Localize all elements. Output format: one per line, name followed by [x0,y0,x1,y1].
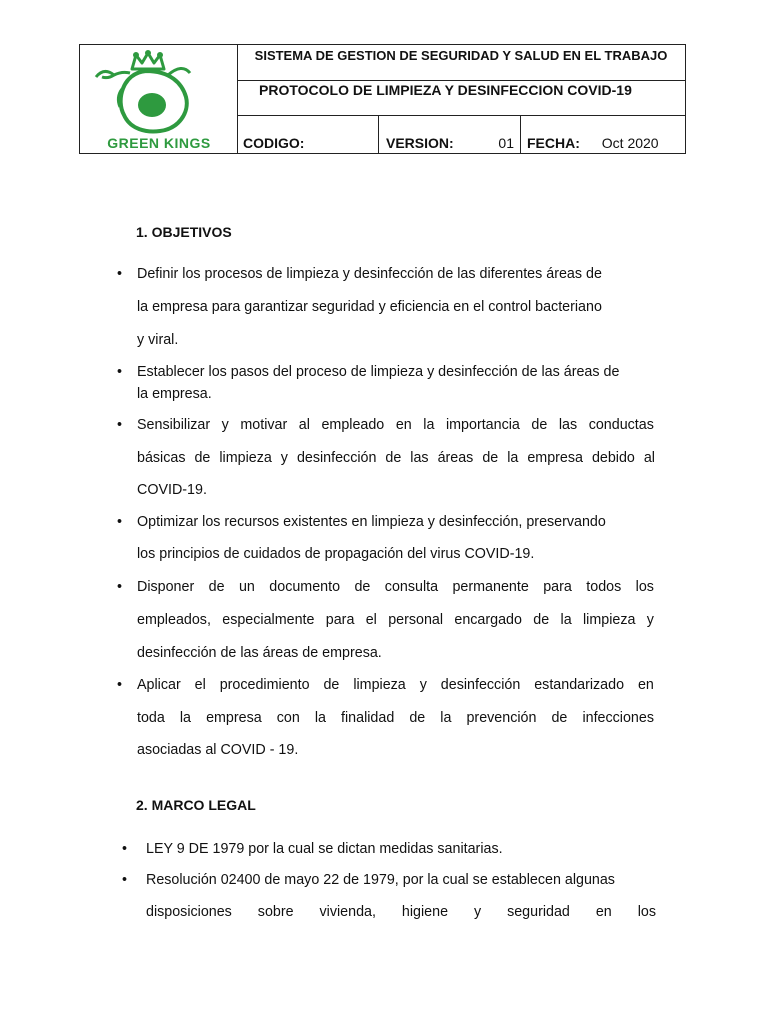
marco-legal-item-1-line: LEY 9 DE 1979 por la cual se dictan medidas sanitarias. [146,841,503,857]
version-cell [379,116,521,153]
objetivo-item-5-line: empleados, especialmente para el personal encargado de la limpieza y [137,612,654,628]
version-label: VERSION: [386,135,454,151]
bullet-icon: • [117,677,123,693]
objetivo-item-6-line: toda la empresa con la finalidad de la prevención de infecciones [137,710,654,726]
objetivo-item-2-line: Establecer los pasos del proceso de limpieza y desinfección de las áreas de [137,364,620,380]
bullet-icon: • [122,841,128,857]
fecha-value: Oct 2020 [601,135,659,151]
green-kings-logo [86,49,231,135]
bullet-icon: • [117,514,123,530]
logo-cell [80,45,238,153]
objetivo-item-3-line: básicas de limpieza y desinfección de las áreas de la empresa debido al [137,450,655,466]
section-objetivos-title: 1. OBJETIVOS [136,224,232,240]
objetivo-item-5-line: desinfección de las áreas de empresa. [137,645,382,661]
fecha-cell [521,116,685,153]
codigo-label: CODIGO: [237,116,379,153]
bullet-icon: • [117,579,123,595]
objetivo-item-3-line: COVID-19. [137,482,207,498]
system-title: SISTEMA DE GESTION DE SEGURIDAD Y SALUD EN EL TRABAJO [237,45,685,81]
version-value: 01 [498,135,514,151]
objetivo-item-6-line: Aplicar el procedimiento de limpieza y desinfección estandarizado en [137,677,654,693]
objetivo-item-6-line: asociadas al COVID - 19. [137,742,299,758]
objetivo-item-2-line: la empresa. [137,386,212,402]
bullet-icon: • [117,417,123,433]
objetivo-item-5-line: Disponer de un documento de consulta permanente para todos los [137,579,654,595]
section-marco-legal-title: 2. MARCO LEGAL [136,797,256,813]
objetivo-item-1-line: Definir los procesos de limpieza y desinfección de las diferentes áreas de [137,266,602,282]
objetivo-item-3-line: Sensibilizar y motivar al empleado en la importancia de las conductas [137,417,654,433]
protocol-title: PROTOCOLO DE LIMPIEZA Y DESINFECCION COVID-19 [259,82,632,98]
fecha-label: FECHA: [527,135,580,151]
header-meta-row [237,115,685,153]
bullet-icon: • [122,872,128,888]
objetivo-item-1-line: la empresa para garantizar seguridad y eficiencia en el control bacteriano [137,299,602,315]
marco-legal-item-2-line: Resolución 02400 de mayo 22 de 1979, por la cual se establecen algunas [146,872,615,888]
objetivo-item-1-line: y viral. [137,332,179,348]
logo-brand-text: GREEN KINGS [107,135,211,151]
objetivo-item-4-line: Optimizar los recursos existentes en limpieza y desinfección, preservando [137,514,606,530]
objetivo-item-4-line: los principios de cuidados de propagación del virus COVID-19. [137,546,535,562]
bullet-icon: • [117,364,123,380]
bullet-icon: • [117,266,123,282]
document-header-table [79,44,686,154]
marco-legal-item-2-line: disposiciones sobre vivienda, higiene y seguridad en los [146,904,656,920]
